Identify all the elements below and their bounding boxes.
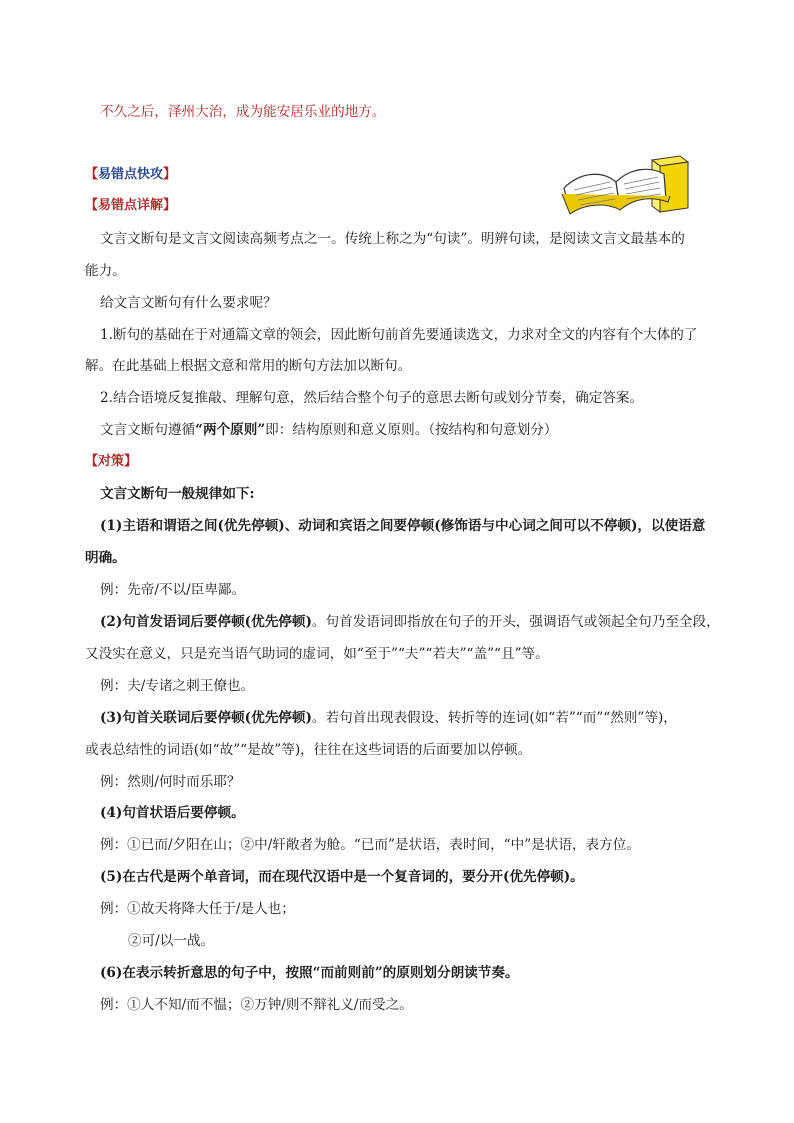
rule-line bbox=[100, 612, 720, 632]
paragraph-line: 文言文断句是文言文阅读高频考点之一。传统上称之为“句读”。明辨句读，是阅读文言文最基本的 bbox=[100, 231, 685, 247]
text-span: 。句首发语词即指放在句子的开头，强调语气或领起全句乃至全段， bbox=[311, 614, 720, 630]
example-line: 例：①人不知/而不愠；②万钟/则不辩礼义/而受之。 bbox=[100, 997, 413, 1013]
rule-line: 又没实在意义，只是充当语气助词的虚词，如“至于”“夫”“若夫”“盖”“且”等。 bbox=[85, 646, 549, 662]
section-title: 易错点详解 bbox=[98, 198, 164, 213]
rule-line: (5)在古代是两个单音词，而在现代汉语中是一个复音词的，要分开(优先停顿)。 bbox=[100, 869, 584, 885]
text-span: 。若句首出现表假设、转折等的连词(如“若”“而”“然则”等)， bbox=[311, 710, 677, 726]
paragraph-line bbox=[100, 420, 557, 440]
open-book-icon bbox=[560, 150, 700, 220]
rule-line: (4)句首状语后要停顿。 bbox=[100, 805, 245, 821]
rule-line: 或表总结性的词语(如“故”“是故”等)，往往在这些词语的后面要加以停顿。 bbox=[85, 742, 532, 758]
section-title: 易错点快攻 bbox=[98, 167, 164, 182]
rule-line: (1)主语和谓语之间(优先停顿)、动词和宾语之间要停顿(修饰语与中心词之间可以不停顿)，以使语意 bbox=[100, 518, 706, 534]
paragraph-line: 解。在此基础上根据文意和常用的断句方法加以断句。 bbox=[85, 358, 412, 374]
section-heading-quick-attack bbox=[85, 165, 176, 185]
example-line: ②可/以一战。 bbox=[128, 933, 215, 949]
rules-intro: 文言文断句一般规律如下: bbox=[100, 486, 255, 502]
bracket-left: 【 bbox=[85, 454, 99, 469]
rule-line bbox=[100, 708, 677, 728]
bold-span: (3)句首关联词后要停顿(优先停顿) bbox=[100, 710, 312, 726]
example-line: 例：①故天将降大任于/是人也； bbox=[100, 901, 295, 917]
section-heading-strategy bbox=[85, 452, 137, 472]
bold-span: “两个原则” bbox=[195, 422, 266, 438]
bracket-left: 【 bbox=[85, 198, 99, 213]
rule-line: (6)在表示转折意思的句子中，按照“而前则前”的原则划分朗读节奏。 bbox=[100, 965, 519, 981]
bracket-right: 】 bbox=[124, 454, 138, 469]
bold-span: (2)句首发语词后要停顿(优先停顿) bbox=[100, 614, 312, 630]
bracket-left: 【 bbox=[85, 167, 99, 182]
paragraph-line: 给文言文断句有什么要求呢？ bbox=[100, 295, 277, 311]
text-span: 即：结构原则和意义原则。（按结构和句意划分） bbox=[265, 422, 558, 438]
example-line: 例：①已而/夕阳在山；②中/轩敞者为舱。“已而”是状语，表时间，“中”是状语，表方位。 bbox=[100, 837, 640, 853]
paragraph-line: 2.结合语境反复推敲、理解句意，然后结合整个句子的意思去断句或划分节奏，确定答案。 bbox=[100, 390, 644, 406]
paragraph-line: 1.断句的基础在于对通篇文章的领会，因此断句前首先要通读选文，力求对全文的内容有个大体的了 bbox=[100, 327, 698, 343]
section-title: 对策 bbox=[98, 454, 125, 469]
rule-line: 明确。 bbox=[85, 550, 126, 566]
bracket-right: 】 bbox=[163, 167, 177, 182]
intro-line: 不久之后，泽州大治，成为能安居乐业的地方。 bbox=[100, 104, 386, 120]
example-line: 例：然则/何时而乐耶？ bbox=[100, 774, 241, 790]
paragraph-line: 能力。 bbox=[85, 263, 126, 279]
bracket-right: 】 bbox=[163, 198, 177, 213]
example-line: 例：先帝/不以/臣卑鄙。 bbox=[100, 582, 246, 598]
example-line: 例：夫/专诸之刺王僚也。 bbox=[100, 678, 255, 694]
section-heading-explain bbox=[85, 196, 176, 216]
text-span: 文言文断句遵循 bbox=[100, 422, 196, 438]
